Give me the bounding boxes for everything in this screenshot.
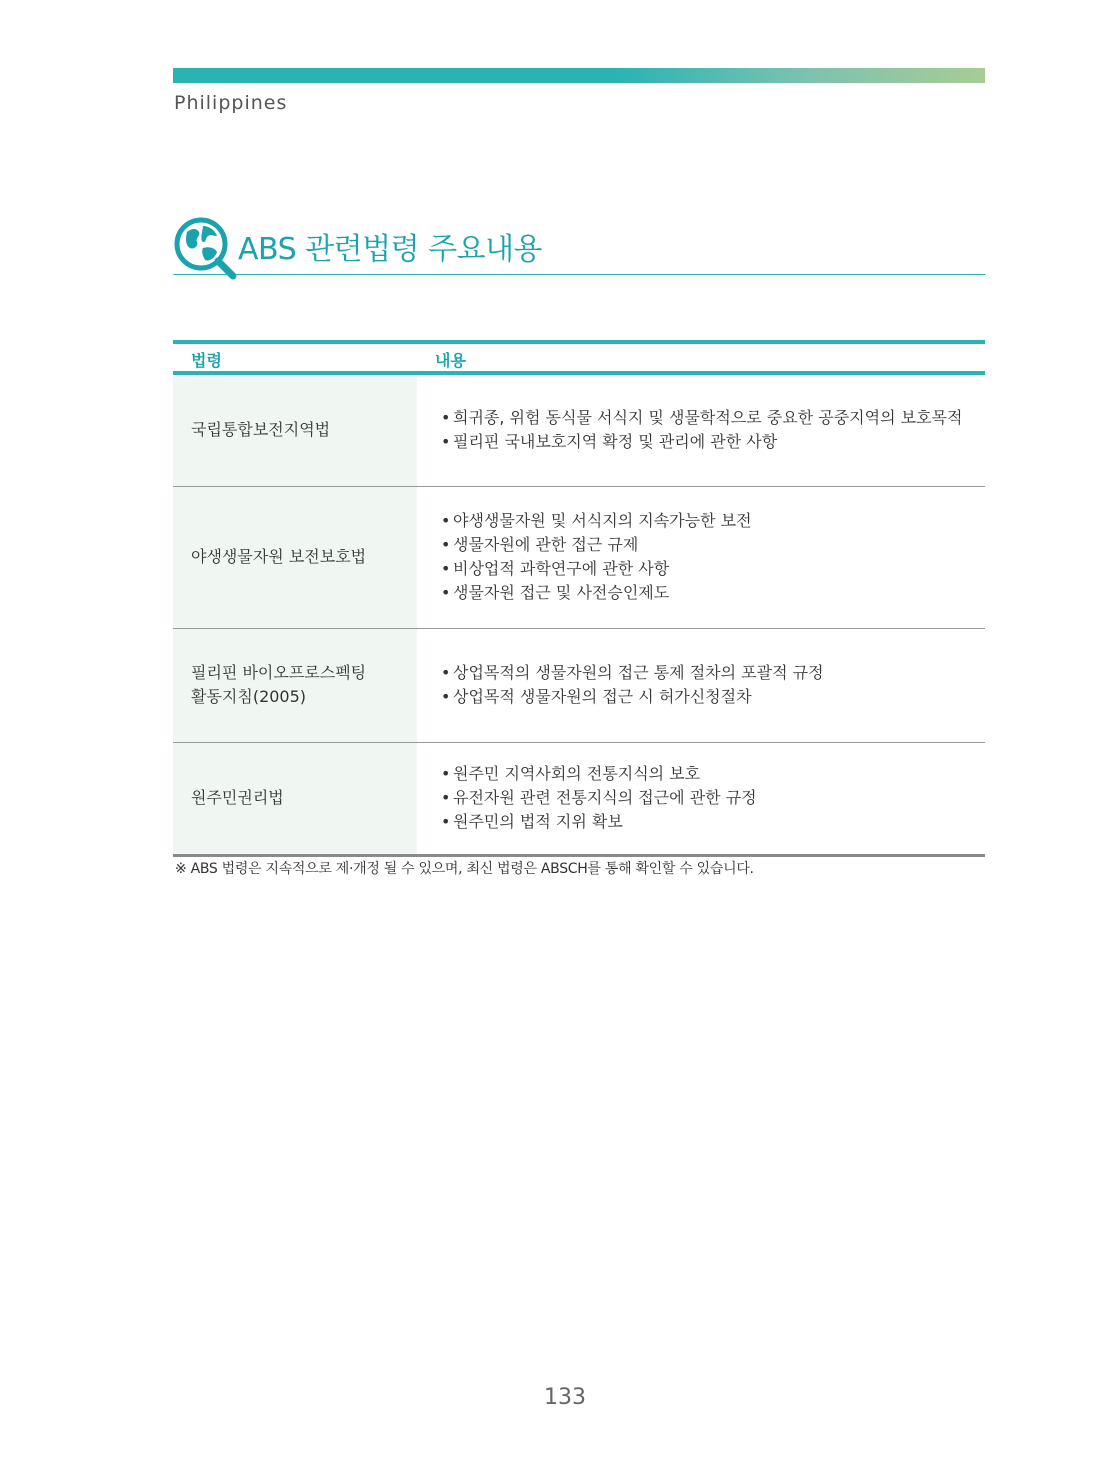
table-header-row bbox=[173, 342, 985, 373]
law-name: 국립통합보전지역법 bbox=[191, 420, 331, 440]
section-title: ABS 관련법령 주요내용 bbox=[238, 232, 543, 267]
list-item: • 생물자원에 관한 접근 규제 bbox=[441, 533, 984, 557]
content-list bbox=[441, 762, 984, 834]
list-item: • 희귀종, 위험 동식물 서식지 및 생물학적으로 중요한 공중지역의 보호목적 bbox=[441, 406, 984, 430]
country-label: Philippines bbox=[174, 92, 288, 114]
column-header-law: 법령 bbox=[173, 342, 417, 373]
law-name: 원주민권리법 bbox=[191, 788, 284, 807]
content-cell bbox=[417, 628, 985, 742]
content-cell bbox=[417, 373, 985, 486]
list-item: • 상업목적의 생물자원의 접근 통제 절차의 포괄적 규정 bbox=[441, 661, 984, 685]
table-row bbox=[173, 628, 985, 742]
content-list bbox=[441, 509, 984, 605]
law-name: 야생생물자원 보전보호법 bbox=[191, 547, 367, 566]
law-name-line: 활동지침(2005) bbox=[191, 687, 307, 706]
list-item: • 야생생물자원 및 서식지의 지속가능한 보전 bbox=[441, 509, 984, 533]
list-item: • 원주민의 법적 지위 확보 bbox=[441, 810, 984, 834]
page-number: 133 bbox=[544, 1385, 586, 1410]
table-row bbox=[173, 373, 985, 486]
list-item: • 필리핀 국내보호지역 확정 및 관리에 관한 사항 bbox=[441, 430, 984, 454]
list-item: • 비상업적 과학연구에 관한 사항 bbox=[441, 557, 984, 581]
law-name-cell bbox=[173, 373, 417, 486]
law-name-cell bbox=[173, 486, 417, 628]
content-cell bbox=[417, 486, 985, 628]
list-item: • 원주민 지역사회의 전통지식의 보호 bbox=[441, 762, 984, 786]
law-name-line: 필리핀 바이오프로스펙팅 bbox=[191, 663, 367, 682]
content-list bbox=[441, 406, 984, 454]
list-item: • 유전자원 관련 전통지식의 접근에 관한 규정 bbox=[441, 786, 984, 810]
law-name-cell bbox=[173, 742, 417, 855]
content-list bbox=[441, 661, 984, 709]
globe-magnifier-icon bbox=[173, 216, 243, 282]
content-cell bbox=[417, 742, 985, 855]
section-header bbox=[173, 214, 985, 275]
header-gradient-bar bbox=[173, 68, 985, 83]
law-name-cell bbox=[173, 628, 417, 742]
list-item: • 생물자원 접근 및 사전승인제도 bbox=[441, 581, 984, 605]
law-table bbox=[173, 340, 985, 857]
table-row bbox=[173, 486, 985, 628]
footnote: ※ ABS 법령은 지속적으로 제·개정 될 수 있으며, 최신 법령은 ABSCH를 통해 확인할 수 있습니다. bbox=[175, 861, 754, 877]
column-header-content: 내용 bbox=[417, 342, 985, 373]
list-item: • 상업목적 생물자원의 접근 시 허가신청절차 bbox=[441, 685, 984, 709]
table-row bbox=[173, 742, 985, 855]
